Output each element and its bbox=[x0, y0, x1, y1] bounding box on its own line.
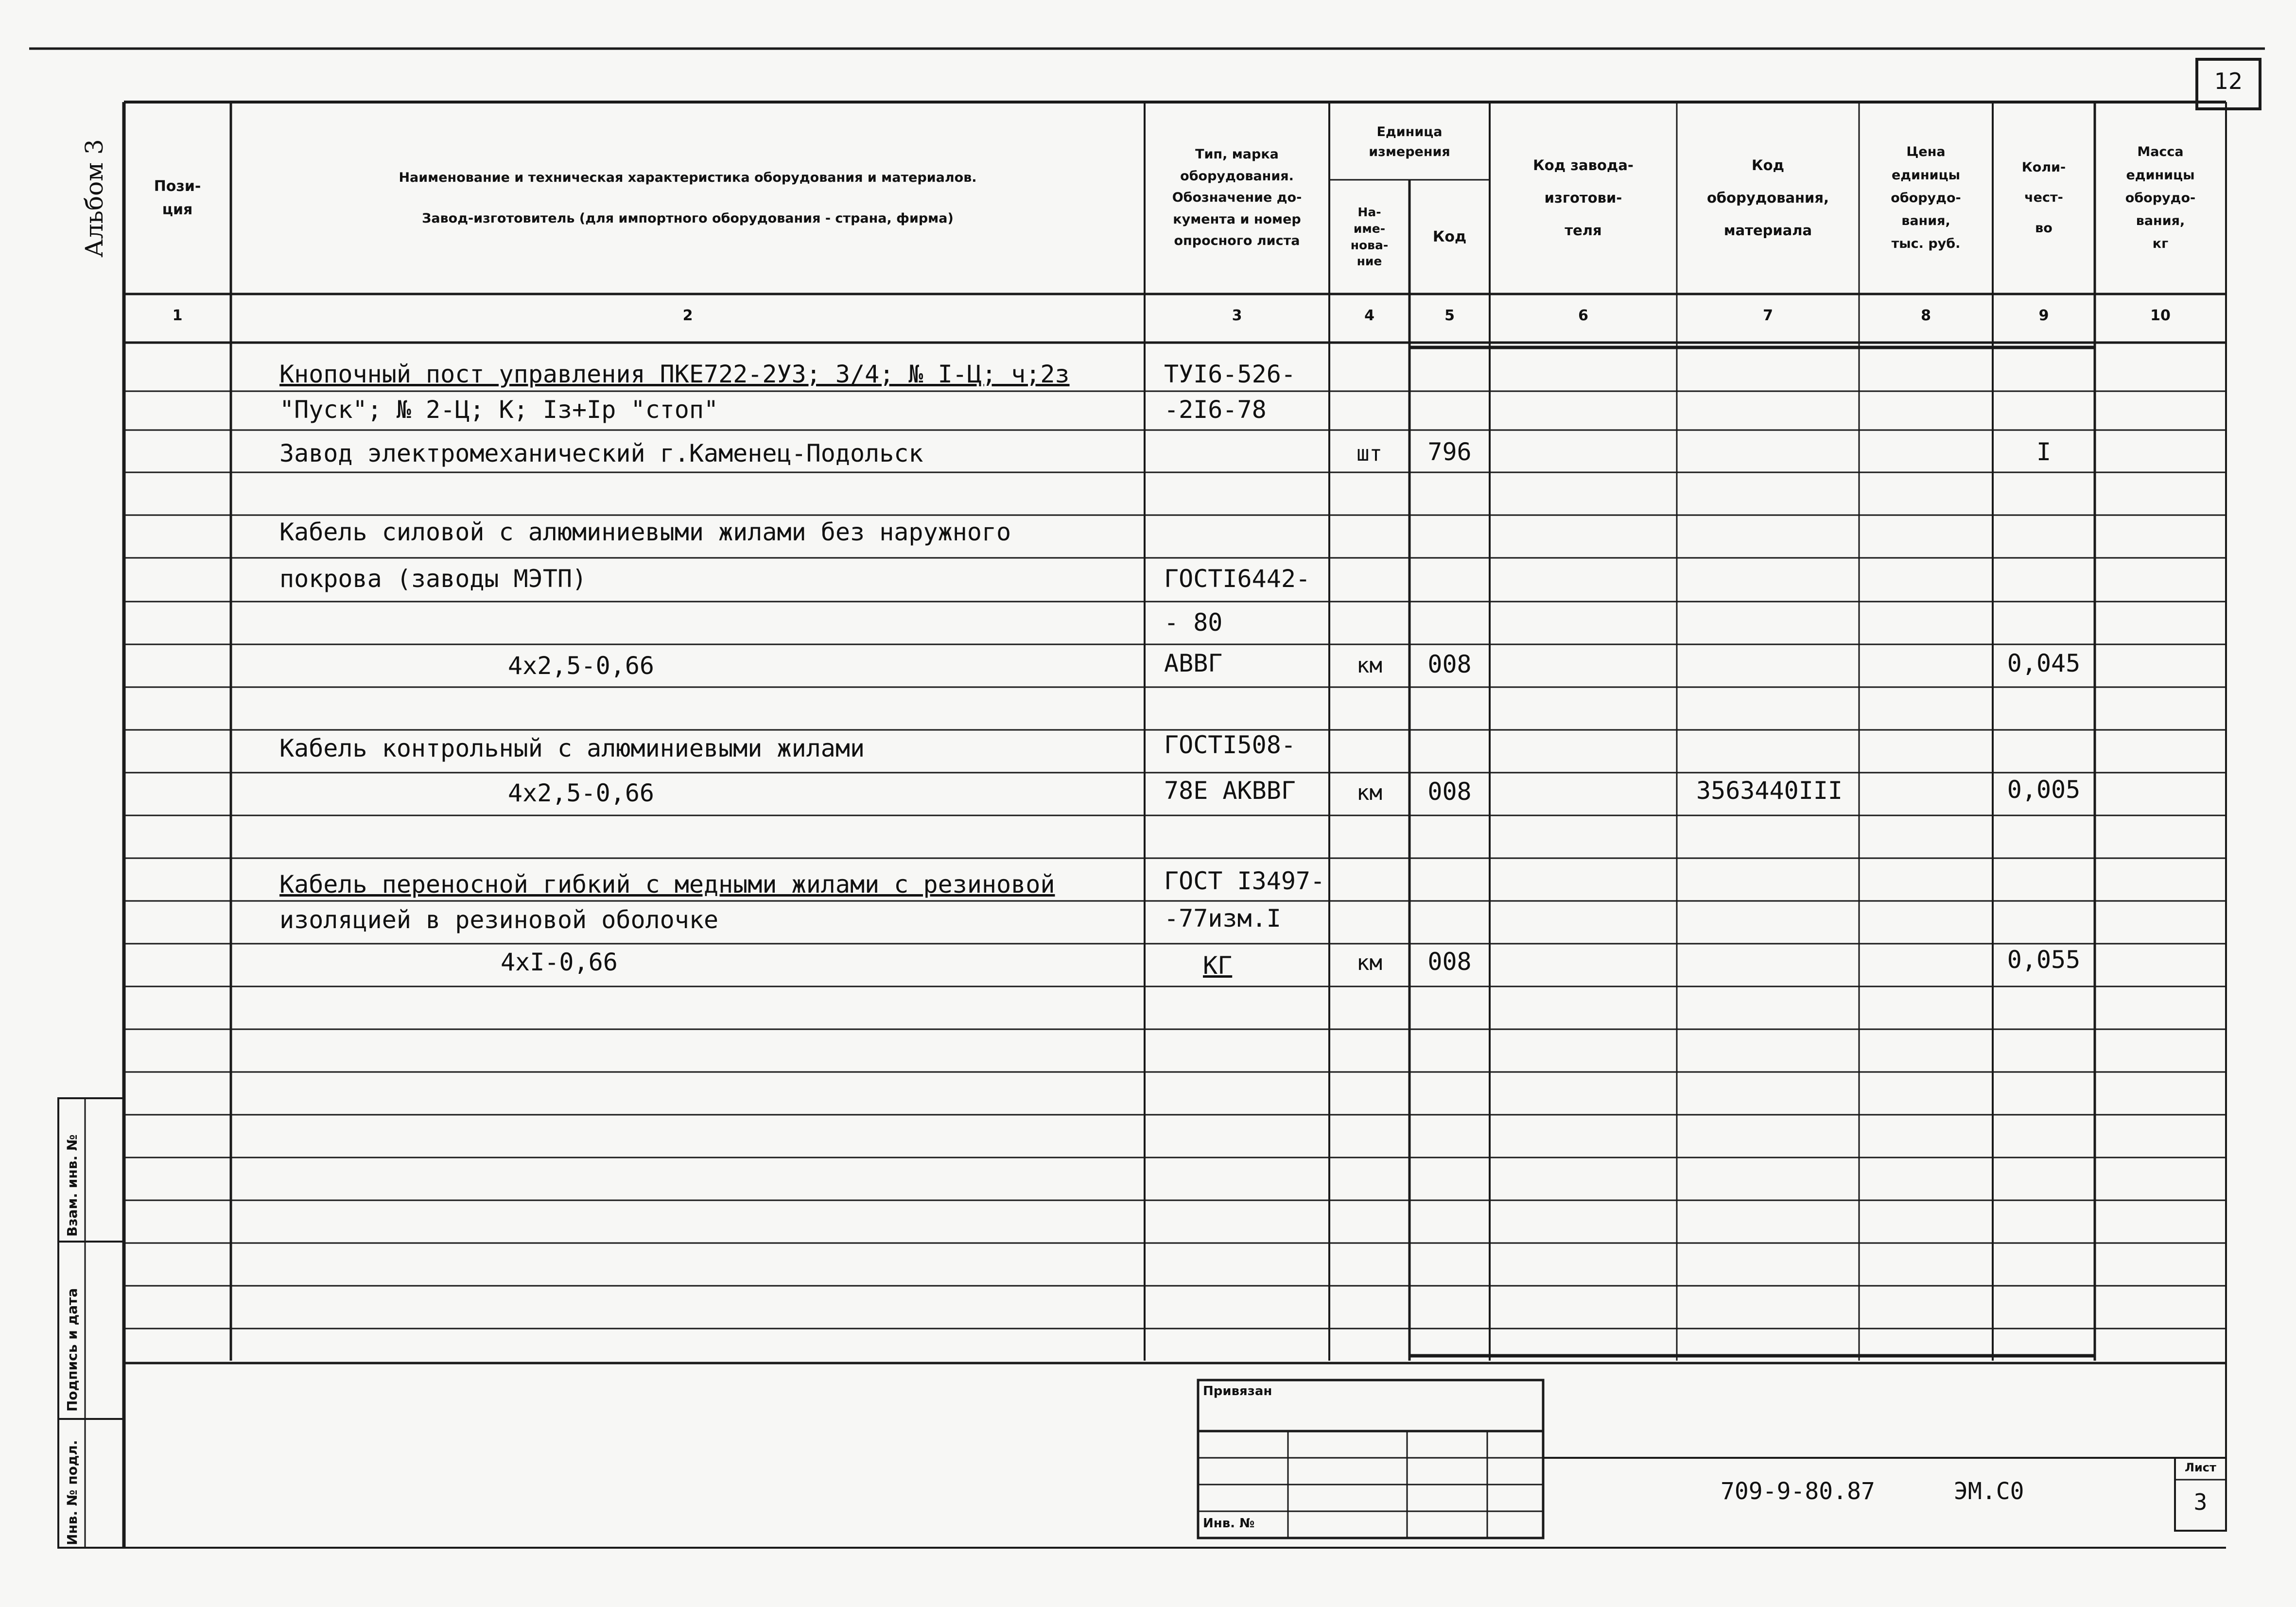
column-number-5: 5 bbox=[1444, 307, 1455, 324]
row-7-qty: 0,045 bbox=[2007, 649, 2081, 677]
row-10-type: ГОСТ I3497- bbox=[1164, 867, 1325, 895]
column-number-2: 2 bbox=[682, 307, 693, 324]
header-unit-group: Единица измерения bbox=[1369, 124, 1450, 159]
header-name bbox=[231, 102, 1145, 294]
row-7-code: 008 bbox=[1427, 650, 1472, 678]
sheet-corner-number: 12 bbox=[2214, 68, 2243, 94]
row-3-name: Завод электромеханический г.Каменец-Подольск bbox=[279, 439, 923, 467]
row-12-type: КГ bbox=[1203, 951, 1233, 980]
column-number-8: 8 bbox=[1921, 307, 1931, 324]
header-quantity: Коли- чест- во bbox=[2021, 160, 2066, 236]
header-price: Цена единицы оборудо- вания, тыс. руб. bbox=[1891, 144, 1961, 252]
title-bound-label: Привязан bbox=[1203, 1384, 1272, 1399]
row-9-equipment-code: 3563440III bbox=[1696, 777, 1843, 805]
title-sheet-number: 3 bbox=[2193, 1489, 2208, 1515]
column-number-6: 6 bbox=[1578, 307, 1588, 324]
column-number-10: 10 bbox=[2150, 307, 2171, 324]
column-number-1: 1 bbox=[172, 307, 183, 324]
row-8-type: ГОСТI508- bbox=[1164, 731, 1296, 759]
title-doc-number: 709-9-80.87 bbox=[1721, 1478, 1875, 1505]
row-12-name: 4xI-0,66 bbox=[501, 948, 618, 976]
column-number-4: 4 bbox=[1364, 307, 1374, 324]
row-1-name: Кнопочный пост управления ПКЕ722-2УЗ; 3/4; № I-Ц; ч;2з bbox=[279, 360, 1070, 388]
stamp-replacement-inv: Взам. инв. № bbox=[64, 1134, 80, 1237]
row-7-unit: км bbox=[1357, 653, 1382, 678]
row-7-type: АВВГ bbox=[1164, 649, 1223, 677]
header-position: Пози- ция bbox=[154, 177, 201, 218]
row-9-code: 008 bbox=[1427, 778, 1472, 806]
header-unit-code: Код bbox=[1432, 228, 1467, 245]
title-inv-label: Инв. № bbox=[1203, 1516, 1255, 1531]
row-12-qty: 0,055 bbox=[2007, 946, 2081, 974]
album-label: Альбом 3 bbox=[80, 139, 108, 258]
row-2-type: -2I6-78 bbox=[1164, 396, 1267, 424]
header-mass: Масса единицы оборудо- вания, кг bbox=[2125, 144, 2196, 252]
stamp-signature-date: Подпись и дата bbox=[64, 1288, 80, 1412]
row-2-name: "Пуск"; № 2-Ц; К; Iз+Iр "стоп" bbox=[279, 396, 719, 424]
header-equipment-code: Код оборудования, материала bbox=[1706, 157, 1829, 239]
column-number-9: 9 bbox=[2038, 307, 2049, 324]
row-12-unit: км bbox=[1357, 950, 1382, 975]
row-9-qty: 0,005 bbox=[2007, 776, 2081, 804]
row-9-name: 4x2,5-0,66 bbox=[508, 779, 655, 807]
row-1-type: ТУI6-526- bbox=[1164, 360, 1296, 388]
row-5-type: ГОСТI6442- bbox=[1164, 565, 1311, 593]
title-doc-code: ЭМ.С0 bbox=[1954, 1478, 2024, 1505]
header-type: Тип, марка оборудования. Обозначение до- кумента и номер опросного листа bbox=[1172, 147, 1302, 249]
header-name-line2: Завод-изготовитель (для импортного оборудования - страна, фирма) bbox=[422, 210, 954, 226]
stamp-original-inv: Инв. № подл. bbox=[64, 1440, 80, 1545]
row-7-name: 4x2,5-0,66 bbox=[508, 652, 655, 680]
row-9-unit: км bbox=[1357, 780, 1382, 805]
header-factory-code: Код завода- изготови- теля bbox=[1533, 157, 1634, 239]
row-3-unit: шт bbox=[1357, 441, 1382, 466]
row-9-type: 78Е АКВВГ bbox=[1164, 777, 1296, 805]
row-12-code: 008 bbox=[1427, 948, 1472, 976]
column-number-3: 3 bbox=[1232, 307, 1242, 324]
row-10-name: Кабель переносной гибкий с медными жилами с резиновой bbox=[279, 870, 1055, 899]
header-name-line1: Наименование и техническая характеристика оборудования и материалов. bbox=[399, 170, 977, 186]
row-5-name: покрова (заводы МЭТП) bbox=[279, 565, 587, 593]
title-sheet-label: Лист bbox=[2185, 1461, 2216, 1474]
row-8-name: Кабель контрольный с алюминиевыми жилами bbox=[279, 734, 865, 762]
row-11-name: изоляцией в резиновой оболочке bbox=[279, 906, 719, 934]
row-3-qty: I bbox=[2036, 438, 2052, 466]
header-unit-name: На- име- нова- ние bbox=[1350, 205, 1389, 269]
row-3-code: 796 bbox=[1427, 438, 1472, 466]
row-4-name: Кабель силовой с алюминиевыми жилами без наружного bbox=[279, 518, 1011, 546]
row-6-type: - 80 bbox=[1164, 608, 1223, 637]
row-11-type: -77изм.I bbox=[1164, 904, 1281, 933]
column-number-7: 7 bbox=[1763, 307, 1773, 324]
